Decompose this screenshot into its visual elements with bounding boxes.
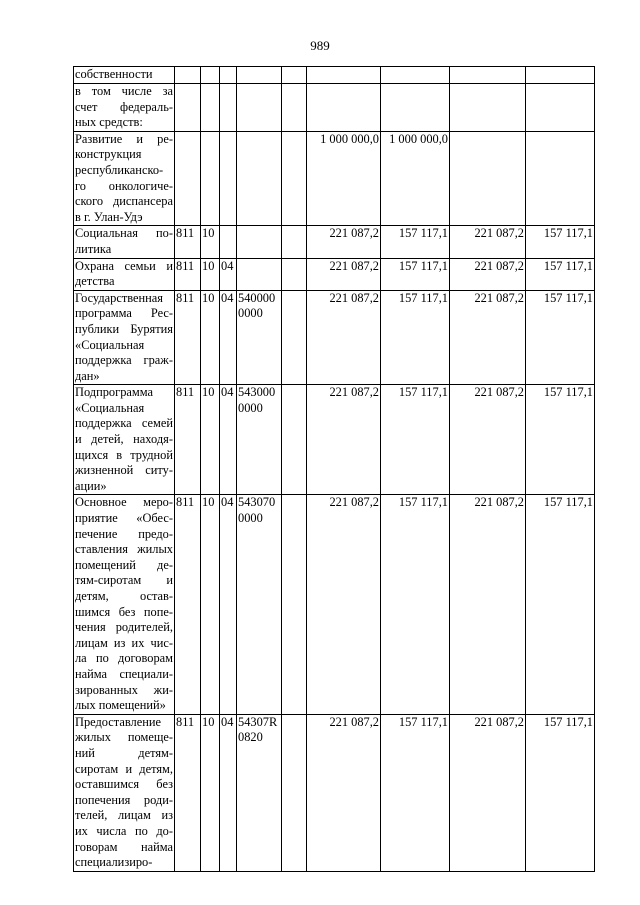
cell-amount-1: 1 000 000,0 (307, 131, 381, 226)
cell-amount-2: 157 117,1 (381, 226, 450, 258)
cell-name: Подпрограмма «Социальная поддержка семей и детей, находя-щихся в трудной жизненной ситу-ации» (74, 385, 175, 495)
cell-amount-1 (307, 67, 381, 84)
cell-amount-1: 221 087,2 (307, 495, 381, 714)
table-row (74, 290, 595, 385)
cell-amount-3 (450, 84, 526, 132)
cell-target-item: 543000 0000 (237, 385, 282, 495)
table-row (74, 714, 595, 871)
cell-section (201, 131, 220, 226)
cell-section (201, 84, 220, 132)
cell-amount-4: 157 117,1 (526, 385, 595, 495)
cell-grbs: 811 (175, 258, 201, 290)
cell-amount-2: 157 117,1 (381, 258, 450, 290)
cell-amount-4 (526, 67, 595, 84)
table-row (74, 131, 595, 226)
cell-target-item (237, 131, 282, 226)
cell-expense-type (282, 714, 307, 871)
cell-target-item (237, 226, 282, 258)
cell-subsection (220, 131, 237, 226)
table-row (74, 84, 595, 132)
cell-name: Социальная по-литика (74, 226, 175, 258)
cell-amount-4: 157 117,1 (526, 226, 595, 258)
table-body (74, 67, 595, 872)
cell-subsection: 04 (220, 385, 237, 495)
cell-section: 10 (201, 226, 220, 258)
cell-name: в том числе за счет федераль-ных средств: (74, 84, 175, 132)
cell-amount-2: 157 117,1 (381, 714, 450, 871)
cell-amount-3 (450, 131, 526, 226)
cell-amount-2 (381, 84, 450, 132)
cell-grbs: 811 (175, 290, 201, 385)
cell-amount-3: 221 087,2 (450, 290, 526, 385)
cell-amount-3: 221 087,2 (450, 714, 526, 871)
cell-amount-1: 221 087,2 (307, 226, 381, 258)
cell-section: 10 (201, 290, 220, 385)
cell-subsection (220, 67, 237, 84)
cell-expense-type (282, 226, 307, 258)
cell-amount-1: 221 087,2 (307, 714, 381, 871)
cell-expense-type (282, 385, 307, 495)
cell-grbs: 811 (175, 226, 201, 258)
cell-amount-1: 221 087,2 (307, 258, 381, 290)
cell-expense-type (282, 290, 307, 385)
page-number: 989 (310, 38, 330, 53)
cell-name: Развитие и ре-конструкция республиканско-го онкологиче-ского диспансера в г. Улан-Удэ (74, 131, 175, 226)
cell-target-item (237, 84, 282, 132)
cell-name: Охрана семьи и детства (74, 258, 175, 290)
cell-section: 10 (201, 385, 220, 495)
cell-expense-type (282, 67, 307, 84)
cell-amount-2: 157 117,1 (381, 495, 450, 714)
cell-amount-4: 157 117,1 (526, 714, 595, 871)
table-row (74, 67, 595, 84)
cell-target-item: 54307R 0820 (237, 714, 282, 871)
cell-subsection (220, 84, 237, 132)
cell-amount-1: 221 087,2 (307, 385, 381, 495)
cell-name: Основное меро-приятие «Обес-печение предо-ставления жилых помещений де-тям-сиротам и детям, остав-шимся без попе-чения родителей, лицам из их чис-ла по договорам найма специали-зированных жи-лых помещений» (74, 495, 175, 714)
cell-name: Государственная программа Рес-публики Бурятия «Социальная поддержка граж-дан» (74, 290, 175, 385)
cell-subsection (220, 226, 237, 258)
cell-section: 10 (201, 495, 220, 714)
cell-amount-4: 157 117,1 (526, 258, 595, 290)
cell-grbs: 811 (175, 714, 201, 871)
cell-amount-3: 221 087,2 (450, 495, 526, 714)
cell-subsection: 04 (220, 714, 237, 871)
budget-table (73, 66, 595, 872)
cell-section: 10 (201, 714, 220, 871)
cell-subsection: 04 (220, 290, 237, 385)
cell-amount-4 (526, 131, 595, 226)
cell-name: Предоставление жилых помеще-ний детям-сиротам и детям, оставшимся без попечения роди-телей, лицам из их числа по до-говорам найма специализиро- (74, 714, 175, 871)
cell-target-item: 540000 0000 (237, 290, 282, 385)
cell-amount-4: 157 117,1 (526, 290, 595, 385)
table-row (74, 258, 595, 290)
cell-section (201, 67, 220, 84)
cell-grbs (175, 131, 201, 226)
cell-amount-2: 157 117,1 (381, 290, 450, 385)
cell-grbs: 811 (175, 495, 201, 714)
cell-target-item: 543070 0000 (237, 495, 282, 714)
table-row (74, 385, 595, 495)
cell-amount-4: 157 117,1 (526, 495, 595, 714)
table-row (74, 495, 595, 714)
cell-target-item (237, 258, 282, 290)
cell-subsection: 04 (220, 495, 237, 714)
cell-expense-type (282, 84, 307, 132)
cell-amount-3: 221 087,2 (450, 385, 526, 495)
cell-expense-type (282, 131, 307, 226)
cell-name: собственности (74, 67, 175, 84)
cell-amount-2 (381, 67, 450, 84)
cell-subsection: 04 (220, 258, 237, 290)
cell-target-item (237, 67, 282, 84)
cell-amount-3 (450, 67, 526, 84)
cell-expense-type (282, 258, 307, 290)
cell-grbs (175, 67, 201, 84)
cell-amount-4 (526, 84, 595, 132)
cell-amount-1: 221 087,2 (307, 290, 381, 385)
cell-amount-3: 221 087,2 (450, 226, 526, 258)
table-row (74, 226, 595, 258)
cell-grbs (175, 84, 201, 132)
cell-amount-3: 221 087,2 (450, 258, 526, 290)
cell-amount-2: 157 117,1 (381, 385, 450, 495)
cell-grbs: 811 (175, 385, 201, 495)
cell-amount-2: 1 000 000,0 (381, 131, 450, 226)
cell-expense-type (282, 495, 307, 714)
cell-section: 10 (201, 258, 220, 290)
cell-amount-1 (307, 84, 381, 132)
